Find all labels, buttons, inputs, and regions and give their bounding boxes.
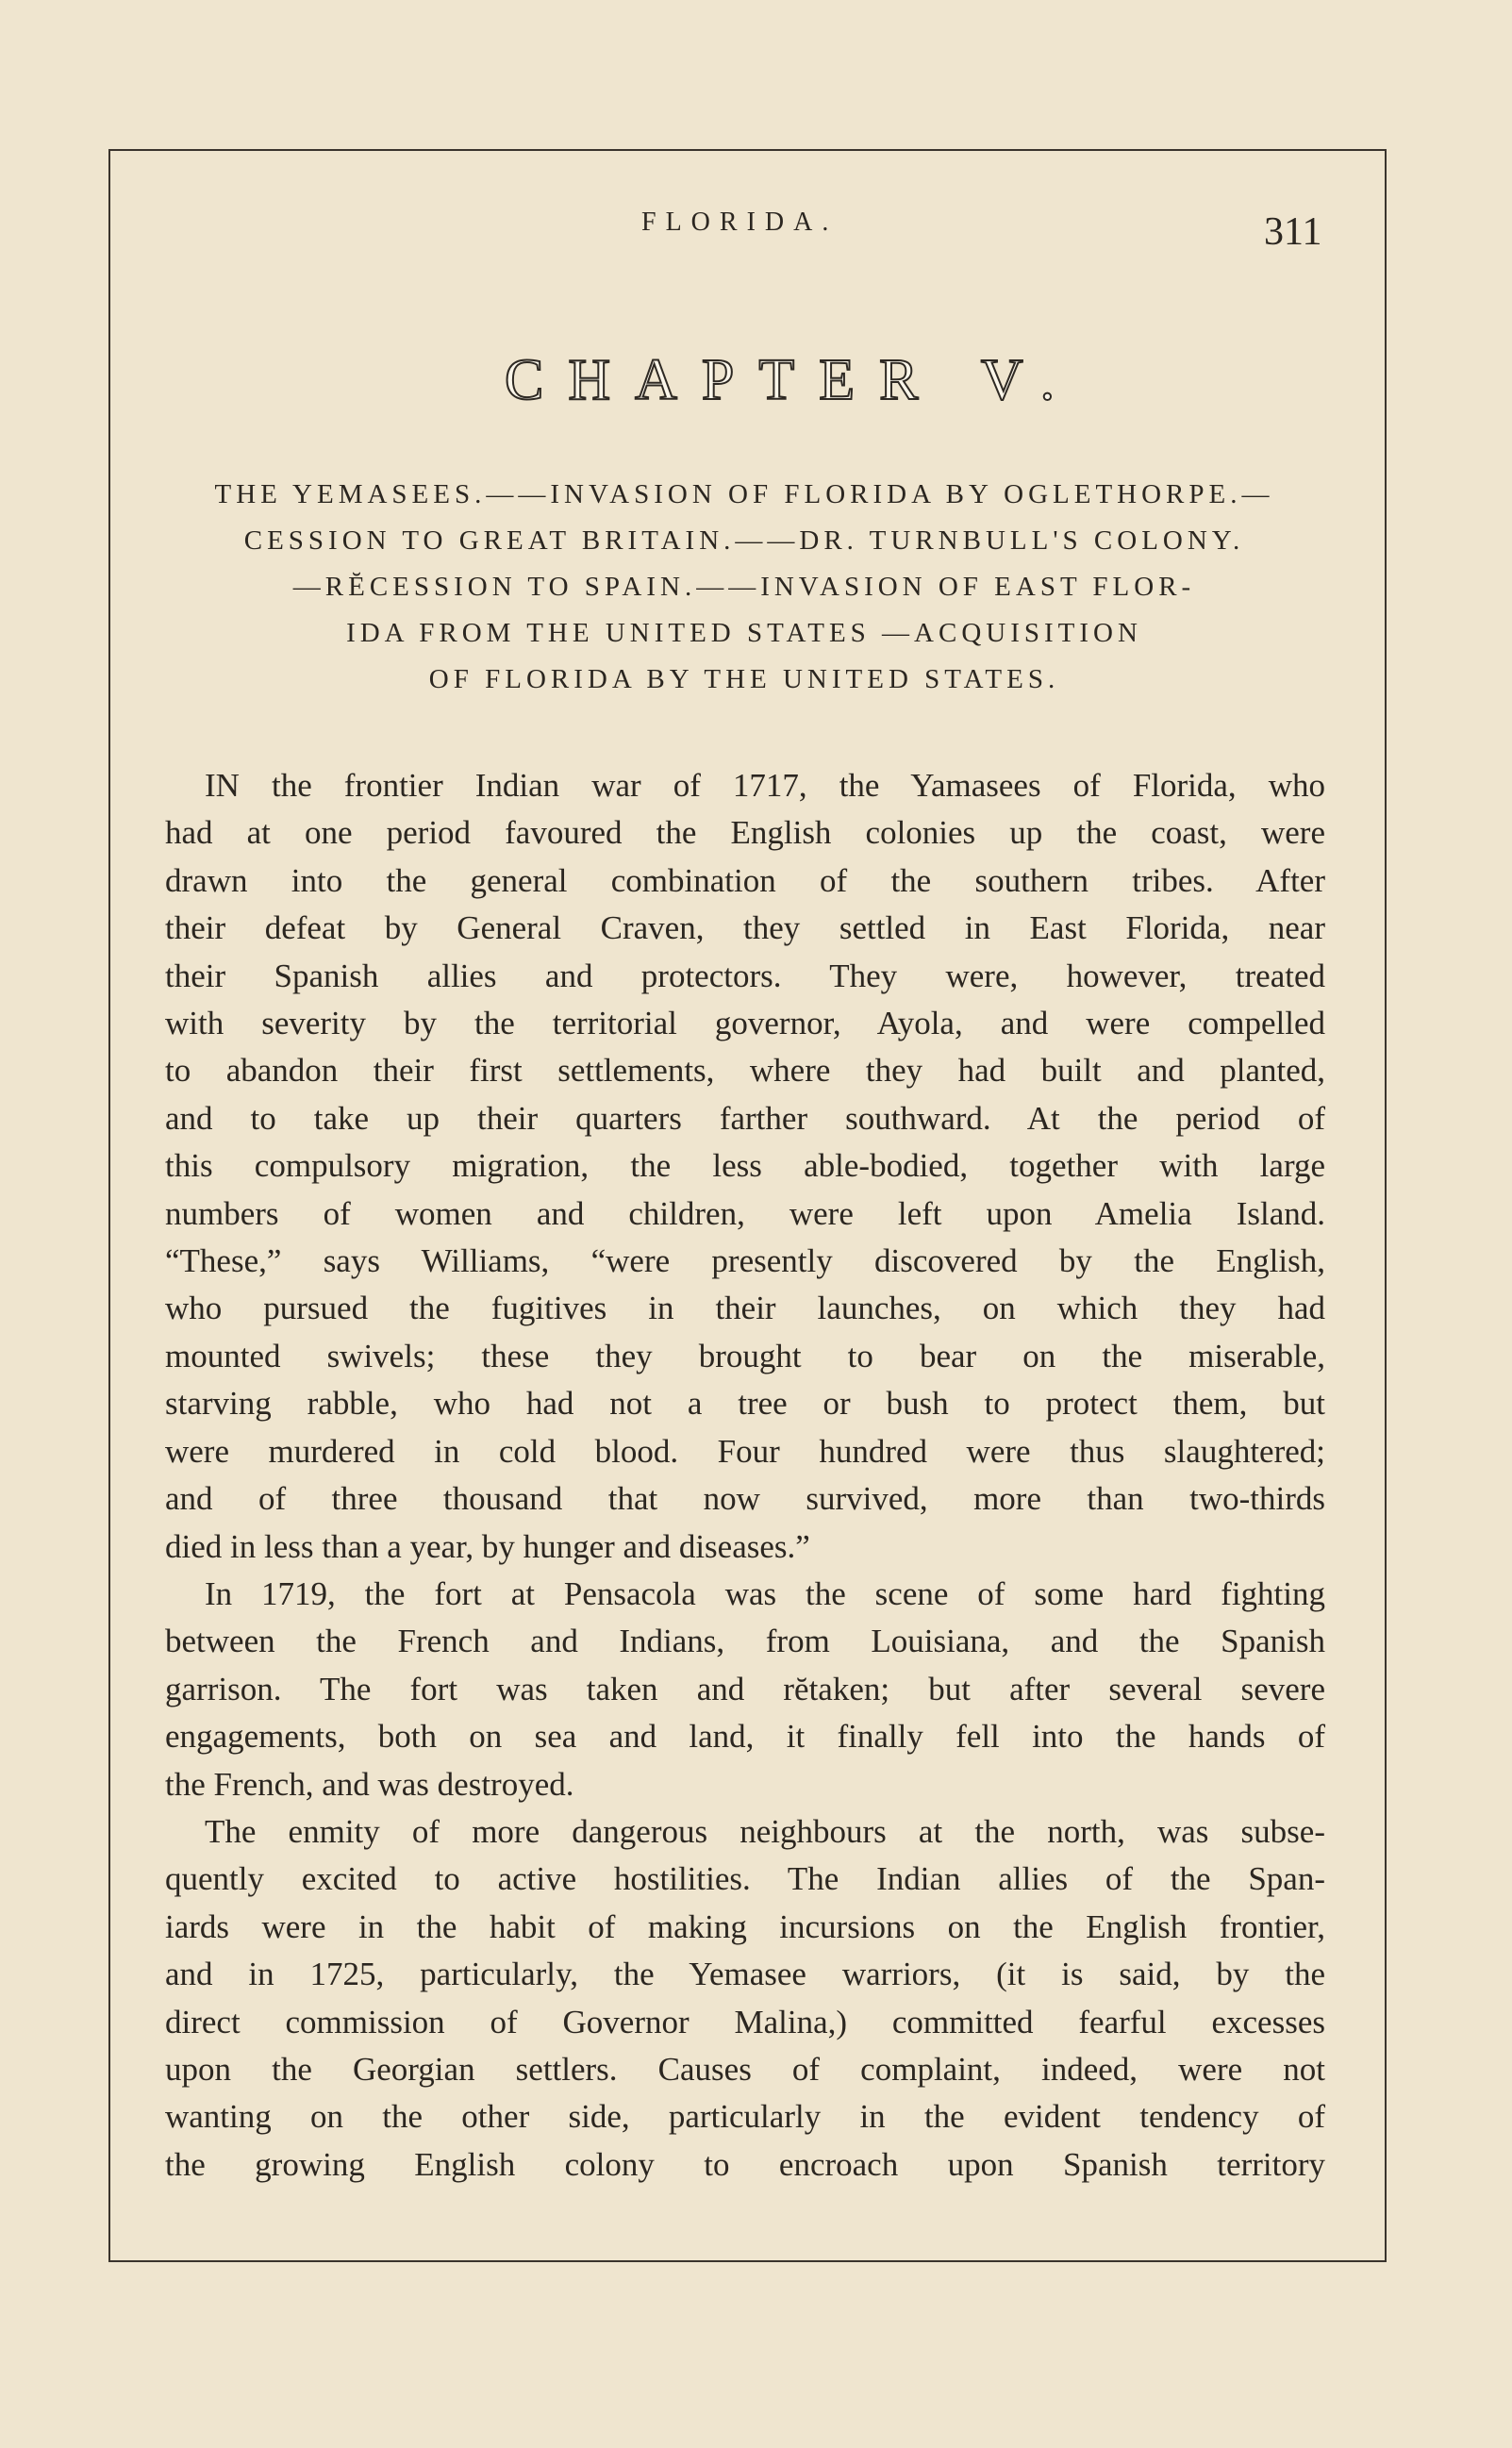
body-line: had at one period favoured the English colonies up the coast, were — [165, 814, 1325, 852]
page-number: 311 — [1264, 210, 1322, 254]
summary-line: —RĔCESSION TO SPAIN.——INVASION OF EAST FLOR- — [292, 572, 1196, 602]
body-text — [165, 762, 1325, 2189]
body-line: the growing English colony to encroach upon Spanish territory — [165, 2145, 1325, 2183]
body-line: and in 1725, particularly, the Yemasee warriors, (it is said, by the — [165, 1956, 1325, 1993]
body-line: to abandon their first settlements, where they had built and planted, — [165, 1052, 1325, 1090]
body-line: and of three thousand that now survived, more than two-thirds — [165, 1480, 1325, 1518]
body-line: direct commission of Governor Malina,) committed fearful excesses — [165, 2003, 1325, 2040]
body-line: The enmity of more dangerous neighbours at the north, was subse- — [205, 1812, 1325, 1850]
body-line: died in less than a year, by hunger and diseases.” — [165, 1527, 810, 1565]
summary-line: OF FLORIDA BY THE UNITED STATES. — [428, 664, 1060, 694]
chapter-title: CHAPTER V. — [505, 348, 1080, 412]
body-line: numbers of women and children, were left upon Amelia Island. — [165, 1194, 1325, 1232]
body-line: their defeat by General Craven, they settled in East Florida, near — [165, 909, 1325, 947]
body-line: drawn into the general combination of the southern tribes. After — [165, 861, 1325, 899]
body-line: engagements, both on sea and land, it finally fell into the hands of — [165, 1718, 1325, 1756]
running-head: FLORIDA. — [641, 208, 839, 237]
body-line: the French, and was destroyed. — [165, 1765, 574, 1803]
body-line: with severity by the territorial governor, Ayola, and were compelled — [165, 1005, 1325, 1042]
body-line: garrison. The fort was taken and rĕtaken; but after several severe — [165, 1670, 1325, 1707]
body-line: IN the frontier Indian war of 1717, the Yamasees of Florida, who — [205, 767, 1325, 804]
summary-line: THE YEMASEES.——INVASION OF FLORIDA BY OGLETHORPE.— — [214, 479, 1274, 509]
body-line: upon the Georgian settlers. Causes of complaint, indeed, were not — [165, 2050, 1325, 2088]
body-line: mounted swivels; these they brought to bear on the miserable, — [165, 1337, 1325, 1374]
body-line: were murdered in cold blood. Four hundred were thus slaughtered; — [165, 1432, 1325, 1470]
summary-line: IDA FROM THE UNITED STATES —ACQUISITION — [346, 618, 1142, 648]
summary-line: CESSION TO GREAT BRITAIN.——DR. TURNBULL'S COLONY. — [243, 525, 1245, 556]
body-line: quently excited to active hostilities. The Indian allies of the Span- — [165, 1860, 1325, 1898]
body-line: iards were in the habit of making incursions on the English frontier, — [165, 1907, 1325, 1945]
body-line: “These,” says Williams, “were presently discovered by the English, — [165, 1242, 1325, 1280]
body-line: wanting on the other side, particularly in the evident tendency of — [165, 2098, 1325, 2136]
body-line: starving rabble, who had not a tree or bush to protect them, but — [165, 1385, 1325, 1423]
body-line: between the French and Indians, from Louisiana, and the Spanish — [165, 1623, 1325, 1660]
body-line: In 1719, the fort at Pensacola was the scene of some hard fighting — [205, 1574, 1325, 1612]
body-line: and to take up their quarters farther southward. At the period of — [165, 1099, 1325, 1137]
chapter-summary — [158, 472, 1330, 703]
body-line: this compulsory migration, the less able-bodied, together with large — [165, 1147, 1325, 1185]
body-line: their Spanish allies and protectors. They were, however, treated — [165, 957, 1325, 994]
body-line: who pursued the fugitives in their launches, on which they had — [165, 1290, 1325, 1327]
